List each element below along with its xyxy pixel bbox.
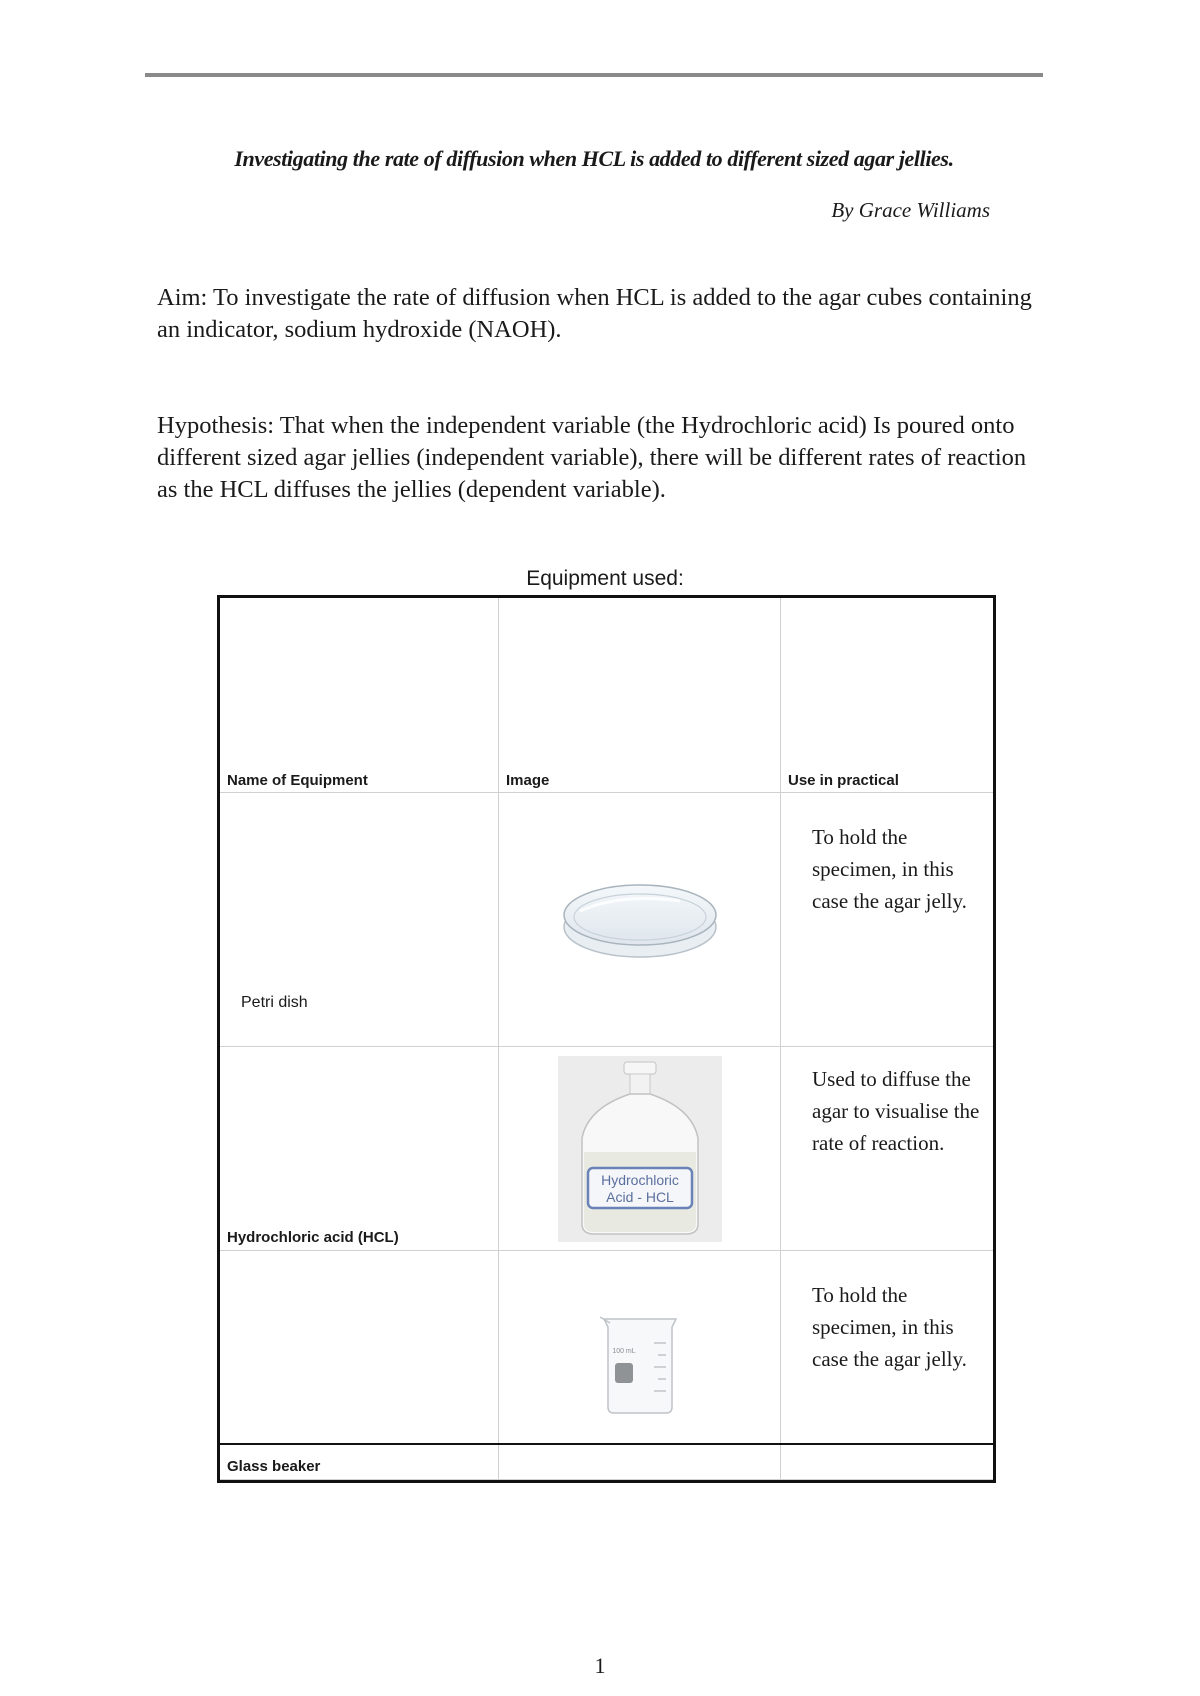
equipment-use-cell [781, 1047, 995, 1251]
equipment-use-cell [781, 1251, 995, 1480]
header-name: Name of Equipment [219, 597, 499, 793]
table-row [219, 793, 995, 1047]
author-line: By Grace Williams [831, 198, 990, 222]
equipment-caption: Equipment used: [526, 567, 684, 590]
document-title: Investigating the rate of diffusion when HCL is added to different sized agar jellies. [234, 146, 954, 171]
equipment-image-cell [499, 1251, 781, 1480]
petri-dish-image [560, 875, 720, 965]
equipment-use-cell [781, 793, 995, 1047]
aim-paragraph: Aim: To investigate the rate of diffusion when HCL is added to the agar cubes containing an indicator, sodium hydroxide (NAOH). [157, 284, 1032, 343]
equipment-image-cell [499, 1047, 781, 1251]
equipment-name: Glass beaker [219, 1251, 499, 1480]
hypothesis-paragraph: Hypothesis: That when the independent variable (the Hydrochloric acid) Is poured onto different sized agar jellies (independent variable), there will be different rates of reaction as the HCL diffuses the jellies (dependent variable). [157, 412, 1027, 503]
bottle-label-line2: Acid - HCL [605, 1188, 674, 1205]
acid-bottle-image [558, 1056, 722, 1242]
equipment-name: Hydrochloric acid (HCL) [219, 1047, 499, 1251]
table-bottom-rule [217, 1443, 993, 1445]
header-rule [145, 73, 1043, 77]
bottle-label-line1: Hydrochloric [600, 1171, 679, 1188]
equipment-table [217, 595, 996, 1483]
header-use: Use in practical [781, 597, 995, 793]
table-row [219, 1047, 995, 1251]
equipment-use: To hold the specimen, in this case the agar jelly. [812, 1283, 967, 1371]
header-image: Image [499, 597, 781, 793]
page-number: 1 [594, 1653, 606, 1678]
equipment-use: To hold the specimen, in this case the agar jelly. [812, 825, 967, 913]
glass-beaker-image [598, 1313, 682, 1417]
beaker-label: 100 mL [611, 1348, 636, 1355]
table-row [219, 1251, 995, 1480]
equipment-image-cell [499, 793, 781, 1047]
equipment-name: Petri dish [219, 793, 499, 1047]
table-header-row [219, 597, 995, 793]
equipment-use: Used to diffuse the agar to visualise the rate of reaction. [812, 1067, 980, 1155]
